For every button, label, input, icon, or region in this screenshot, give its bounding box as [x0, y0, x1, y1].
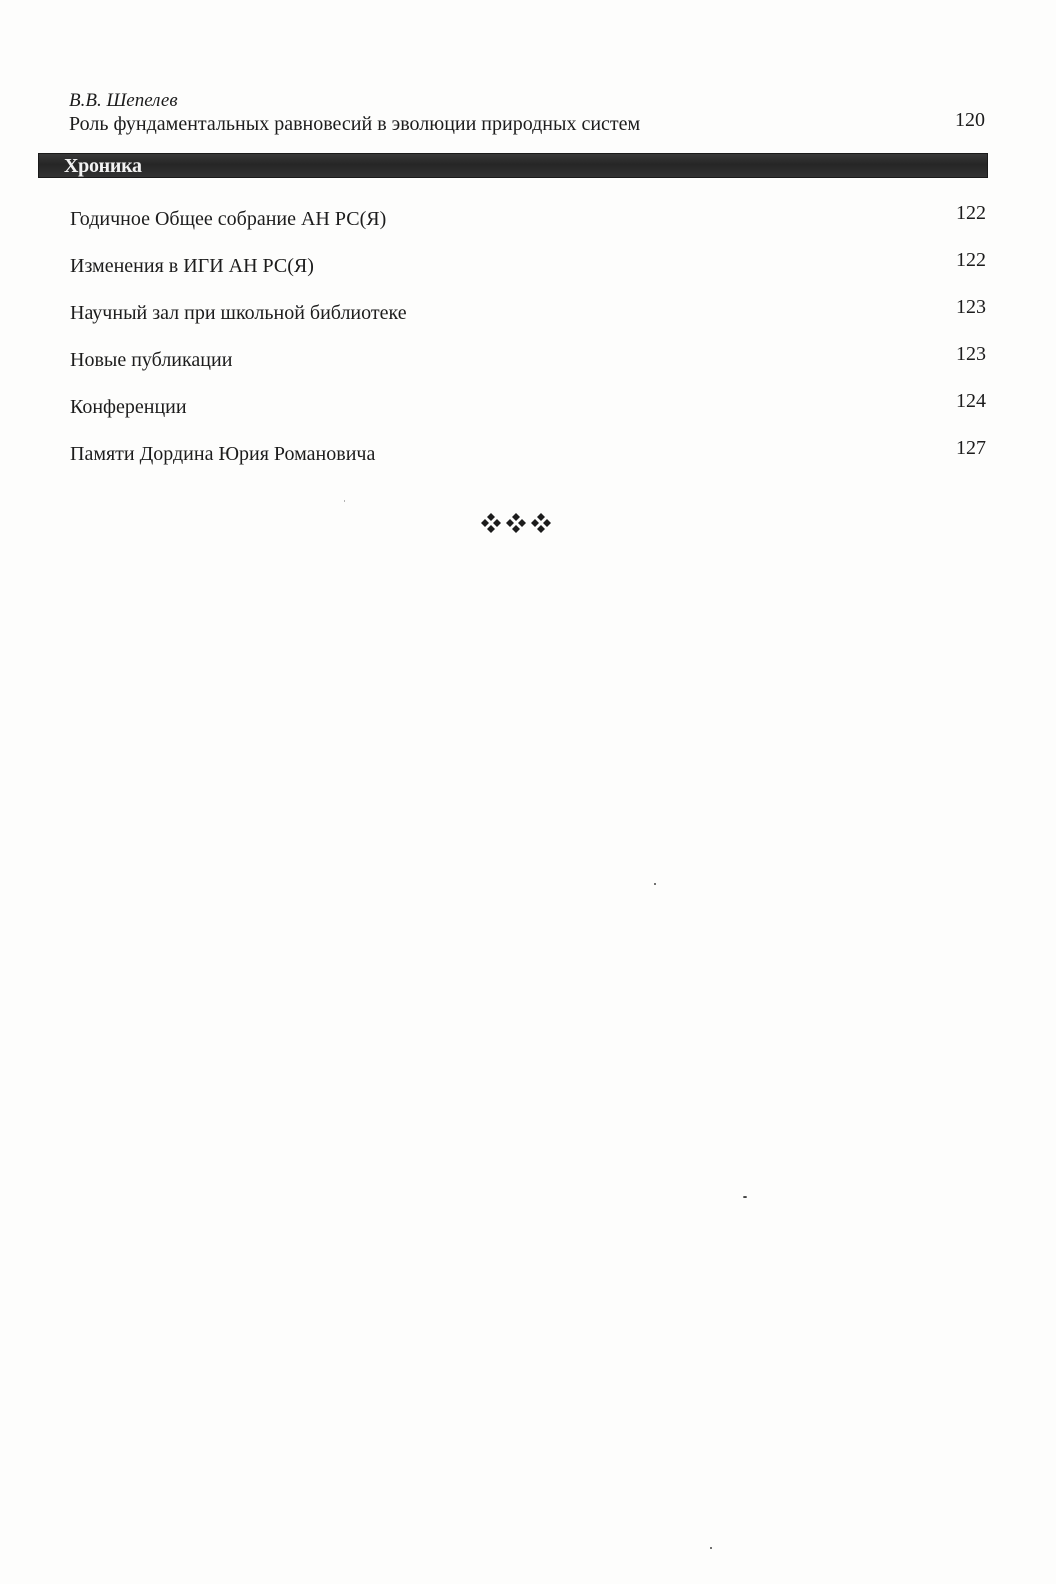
end-ornament	[480, 510, 552, 536]
toc-item[interactable]	[70, 250, 986, 297]
scan-speck	[743, 1196, 747, 1198]
toc-item[interactable]	[70, 438, 986, 485]
section-header-bar	[38, 153, 988, 178]
toc-item[interactable]	[70, 203, 986, 250]
toc-item-label: Годичное Общее собрание АН РС(Я)	[70, 208, 387, 230]
toc-item-page: 122	[956, 249, 986, 271]
toc-item-page: 127	[956, 437, 986, 459]
entry-page-number: 120	[955, 109, 985, 131]
entry-author: В.В. Шепелев	[69, 90, 178, 111]
four-diamond-ornament-icon	[480, 512, 502, 534]
four-diamond-ornament-icon	[505, 512, 527, 534]
entry-title: Роль фундаментальных равновесий в эволюции природных систем	[69, 113, 641, 135]
toc-item-page: 123	[956, 343, 986, 365]
section-title: Хроника	[64, 155, 142, 177]
four-diamond-ornament-icon	[530, 512, 552, 534]
toc-item[interactable]	[70, 297, 986, 344]
toc-entry-shepelev[interactable]	[69, 89, 985, 136]
toc-item-page: 122	[956, 202, 986, 224]
toc-item-label: Изменения в ИГИ АН РС(Я)	[70, 255, 314, 277]
entry-title-row	[69, 109, 985, 136]
toc-item[interactable]	[70, 391, 986, 438]
toc-item[interactable]	[70, 344, 986, 391]
toc-item-label: Новые публикации	[70, 349, 233, 371]
scan-speck	[344, 500, 345, 502]
toc-item-page: 124	[956, 390, 986, 412]
scan-speck	[654, 883, 656, 885]
toc-item-label: Памяти Дордина Юрия Романовича	[70, 443, 376, 465]
scan-speck	[710, 1547, 712, 1549]
chronicle-toc-list	[70, 203, 986, 485]
toc-item-label: Научный зал при школьной библиотеке	[70, 302, 407, 324]
toc-item-label: Конференции	[70, 396, 187, 418]
toc-item-page: 123	[956, 296, 986, 318]
